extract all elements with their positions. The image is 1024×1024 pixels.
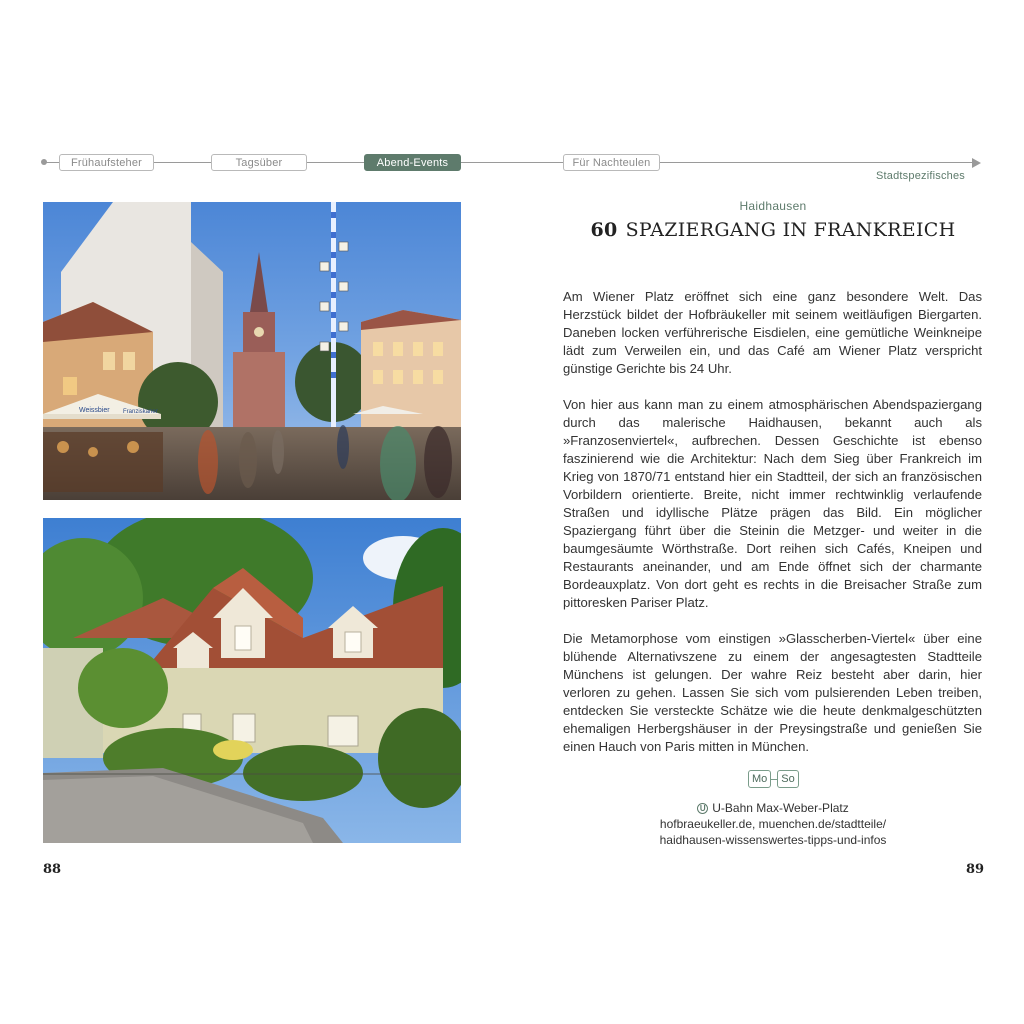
info-block [563, 800, 983, 848]
page-number-right: 89 [966, 862, 985, 877]
paragraph: Von hier aus kann man zu einem atmosphärischen Abendspaziergang durch das malerische Haidhausen, bekannt auch als »Franzosenviertel«, aufbrechen. Dessen Geschichte ist ebenso faszinierend wie die Architektur: Nach dem Sieg über Frankreich im Krieg von 1870/71 entstand hier ein Stadtteil, der sich an französischen Vorbildern orientierte. Breite, nicht immer rechtwinklig verlaufende Straßen und idyllische Plätze prägen das Bild. Ein möglicher Spaziergang führt über die Steinin die Metzger- und weiter in die baumgesäumte Wörthstraße. Dort reihen sich Cafés, Kneipen und Restaurants aneinander, und am Ende öffnet sich der charmante Bordeauxplatz. Von dort geht es rechts in die Breisacher Straße zum pittoresken Pariser Platz. [563, 397, 982, 610]
timeline-line [43, 162, 978, 163]
timeline-start-dot [41, 159, 47, 165]
day-from-badge: Mo [748, 770, 771, 788]
paragraph: Am Wiener Platz eröffnet sich eine ganz besondere Welt. Das Herzstück bildet der Hofbräukeller mit seinem weitläufigen Biergarten. Daneben locken verführerische Eisdielen, eine gemütliche Weinkneipe lädt zum Verweilen ein, und das Café am Wiener Platz verspricht günstige Gerichte bis 24 Uhr. [563, 289, 982, 376]
transit-line [563, 800, 983, 816]
day-to-badge: So [777, 770, 798, 788]
tab-tagsueber: Tagsüber [211, 154, 307, 171]
links-line-1[interactable]: hofbraeukeller.de, muenchen.de/stadtteile/ [659, 817, 887, 831]
opening-days [748, 770, 799, 788]
tab-fuer-nachteulen: Für Nachteulen [563, 154, 660, 171]
paragraph: Die Metamorphose vom einstigen »Glasscherben-Viertel« über eine blühende Alternativszene zu einem der angesagtesten Stadtteile Münchens ist gelungen. Der wahre Reiz besteht aber darin, hier verloren zu gehen. Lassen Sie sich vom pulsierenden Leben treiben, entdecken Sie versteckte Schätze wie die heute denkmalgeschützten ehemaligen Herbergshäuser in der Preysingstraße und genießen Sie einen Hauch von Paris mitten in München. [563, 631, 982, 754]
article-title-text: SPAZIERGANG IN FRANKREICH [625, 219, 956, 241]
district-label: Haidhausen [739, 199, 807, 213]
sign-franziskaner: Franziskaner [123, 409, 158, 415]
timeline-arrow-icon [972, 158, 981, 168]
section-label: Stadtspezifisches [876, 170, 965, 182]
transit-text: U-Bahn Max-Weber-Platz [712, 801, 849, 815]
photo-herbergshaeuser [43, 518, 461, 843]
photo-wiener-platz [43, 202, 461, 500]
links-line-2[interactable]: haidhausen-wissenswertes-tipps-und-infos [659, 833, 887, 847]
tab-fruehaufsteher: Frühaufsteher [59, 154, 154, 171]
sign-weissbier: Weissbier [79, 407, 110, 414]
article-number: 60 [590, 219, 618, 241]
ubahn-icon: U [697, 803, 708, 814]
tab-abend-events: Abend-Events [364, 154, 461, 171]
page-number-left: 88 [43, 862, 62, 877]
article-body [563, 288, 982, 774]
article-title [563, 219, 983, 241]
